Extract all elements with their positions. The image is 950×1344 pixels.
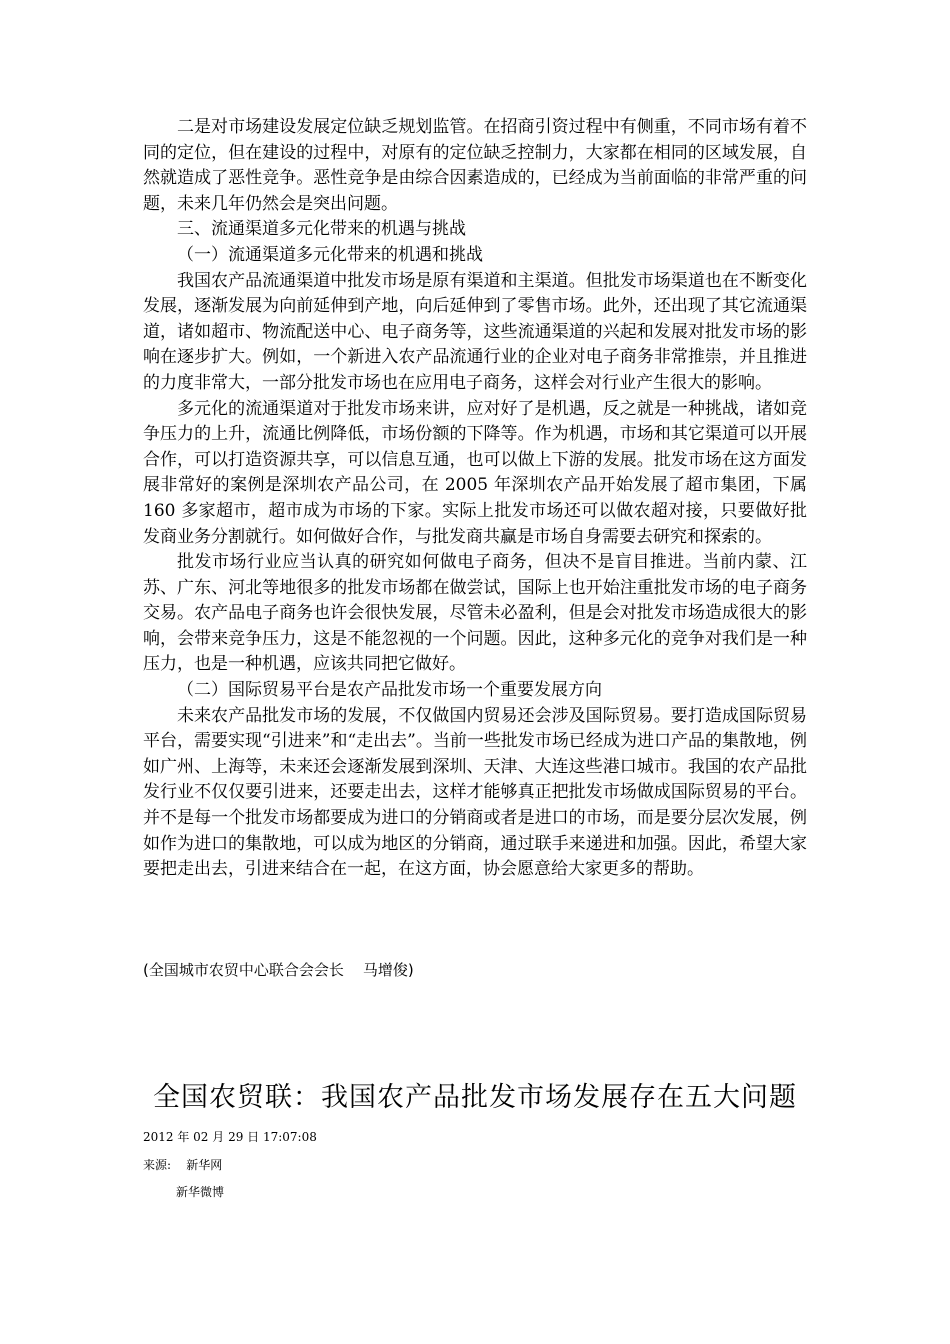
article-source: 来源: 新华网 xyxy=(143,1158,223,1172)
weibo-link[interactable]: 新华微博 xyxy=(176,1185,225,1199)
paragraph-ecommerce: 批发市场行业应当认真的研究如何做电子商务，但决不是盲目推进。当前内蒙、江苏、广东、河北等地很多的批发市场都在做尝试，国际上也开始注重批发市场的电子商务交易。农产品电子商务也许会很快发展，尽管未必盈利，但是会对批发市场造成很大的影响，会带来竞争压力，这是不能忽视的一个问题。因此，这种多元化的竞争对我们是一种压力，也是一种机遇，应该共同把它做好。 xyxy=(143,552,807,675)
section-heading-channels: 三、流通渠道多元化带来的机遇与挑战 xyxy=(177,219,466,240)
article-body xyxy=(143,115,807,883)
subsection-heading-international-trade: （二）国际贸易平台是农产品批发市场一个重要发展方向 xyxy=(177,680,602,701)
paragraph-market-positioning: 二是对市场建设发展定位缺乏规划监管。在招商引资过程中有侧重，不同市场有着不同的定位，但在建设的过程中，对原有的定位缺乏控制力，大家都在相同的区域发展，自然就造成了恶性竞争。恶性竞争是由综合因素造成的，已经成为当前面临的非常严重的问题，未来几年仍然会是突出问题。 xyxy=(143,117,807,214)
author-signature: (全国城市农贸中心联合会会长 马增俊) xyxy=(143,961,414,979)
subsection-heading-opportunities: （一）流通渠道多元化带来的机遇和挑战 xyxy=(177,244,483,265)
paragraph-diversified-channels: 多元化的流通渠道对于批发市场来讲，应对好了是机遇，反之就是一种挑战，诸如竞争压力的上升，流通比例降低，市场份额的下降等。作为机遇，市场和其它渠道可以开展合作，可以打造资源共享，可以信息互通，也可以做上下游的发展。批发市场在这方面发展非常好的案例是深圳农产品公司，在 2005 年深圳农产品开始发展了超市集团，下属 160 多家超市，超市成为市场的下家。实际上批发市场还可以做农超对接，只要做好批发商业务分割就行。如何做好合作，与批发商共赢是市场自身需要去研究和探索的。 xyxy=(143,398,807,547)
paragraph-wholesale-channels: 我国农产品流通渠道中批发市场是原有渠道和主渠道。但批发市场渠道也在不断变化发展，逐渐发展为向前延伸到产地，向后延伸到了零售市场。此外，还出现了其它流通渠道，诸如超市、物流配送中心、电子商务等，这些流通渠道的兴起和发展对批发市场的影响在逐步扩大。例如，一个新进入农产品流通行业的企业对电子商务非常推崇，并且推进的力度非常大，一部分批发市场也在应用电子商务，这样会对行业产生很大的影响。 xyxy=(143,270,807,393)
article-date: 2012 年 02 月 29 日 17:07:08 xyxy=(143,1130,317,1144)
paragraph-international-trade: 未来农产品批发市场的发展，不仅做国内贸易还会涉及国际贸易。要打造成国际贸易平台，需要实现“引进来”和“走出去”。当前一些批发市场已经成为进口产品的集散地，例如广州、上海等，未来还会逐渐发展到深圳、天津、大连这些港口城市。我国的农产品批发行业不仅仅要引进来，还要走出去，这样才能够真正把批发市场做成国际贸易的平台。并不是每一个批发市场都要成为进口的分销商或者是进口的市场，而是要分层次发展，例如作为进口的集散地，可以成为地区的分销商，通过联手来递进和加强。因此，希望大家要把走出去，引进来结合在一起，在这方面，协会愿意给大家更多的帮助。 xyxy=(143,705,807,880)
article-title: 全国农贸联：我国农产品批发市场发展存在五大问题 xyxy=(153,1082,797,1113)
